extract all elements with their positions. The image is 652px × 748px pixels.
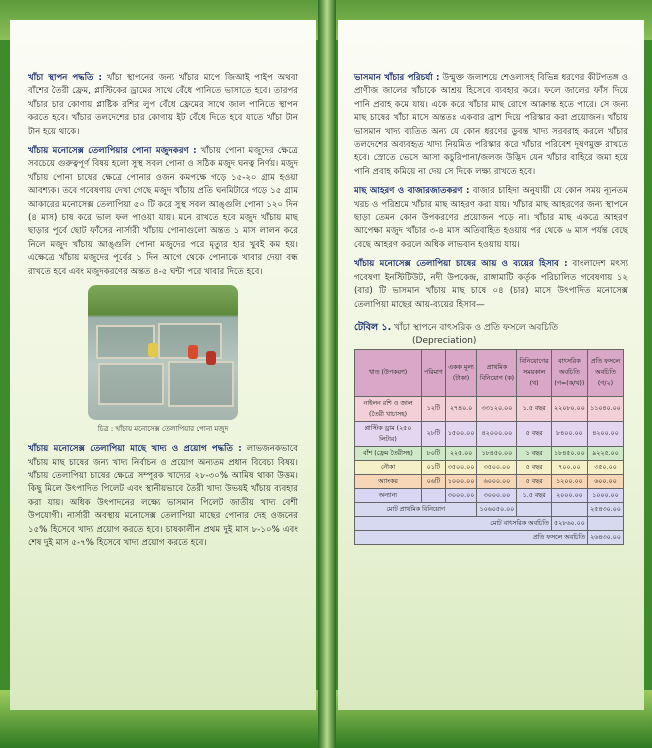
table-cell: ০৬টি <box>422 474 446 488</box>
annual-depreciation-value: ৫২৮৬০.০০ <box>551 516 587 530</box>
header-cell: প্রাথমিক বিনিয়োগ (ক) <box>477 349 517 396</box>
header-cell: বাৎসরিক অবচিতি (গ=(ক/খ)) <box>551 349 587 396</box>
table-row <box>355 474 624 488</box>
photo-caption: চিত্র : খাঁচায় মনোসেক্স তেলাপিয়ার পোনা মজুদ <box>97 425 229 434</box>
paragraph-feed <box>28 443 298 550</box>
table-cell: ৮০টি <box>422 446 446 460</box>
table-title-text: খাঁচা স্থাপনে বাৎসরিক ও প্রতি ফসলে অবচিতি <box>391 322 559 333</box>
table-number: টেবিল ১. <box>354 321 392 333</box>
table-row <box>355 396 624 421</box>
heading-cage-setup: খাঁচা স্থাপন পদ্ধতি : <box>28 73 102 83</box>
table-cell: ৬০০০.০০ <box>477 474 517 488</box>
table-cell: ১২টি <box>422 396 446 421</box>
paragraph-cage-setup <box>28 72 298 139</box>
table-cell: ০১টি <box>422 460 446 474</box>
header-cell: প্রতি ফসলে অবচিতি (গ/২) <box>587 349 623 396</box>
table-cell: ১.৫ বছর <box>517 488 551 502</box>
table-cell: ৪২০০০.০০ <box>477 421 517 446</box>
table-cell: নাইলন রশি ও জাল (তৈরী খাচাসহ) <box>355 396 422 421</box>
paragraph-fry-stocking <box>28 145 298 279</box>
table-cell: ১৮৪৫০.০০ <box>477 446 517 460</box>
text-cage-care: উন্মুক্ত জলাশয়ে শেওলাসহ বিভিন্ন ধরণের কীটপতঙ্গ ও প্রাণীজ জালের খাঁচাকে আশ্রয় হিসেবে ব্যবহার করে। ফলে জালের ফাঁস দিয়ে পানি প্রবাহ কমে যায়। একে করে খাঁচার মাছ রোগে আক্রান্ত হতে পারে। সে জন্য মাছ চাষের খাঁচা মাসে অন্ততঃ একবার ব্রাশ দিয়ে পরিস্কার করা প্রয়োজন। খাঁচায় ভাসমান খাদ্য ব্যতিত অন্য যে কোন ধরণের ডুবন্ত খাদ্য সরবরাহ করলে খাঁচার তলদেশের অব্যবহৃত খাদ্য নিয়মিত পরিস্কার করে খাঁচার পরিবেশ দূষণমুক্ত রাখতে হবে। স্রোতে ভেসে আসা কচুরিপানা/জলজ উদ্ভিদ যেন খাঁচার বাহিরে জমা হয়ে পানি প্রবাহ কমিয়ে না দেয় সে দিকে লক্ষ্য রাখতে হবে। <box>354 73 628 177</box>
table-row <box>355 446 624 460</box>
text-feed: লাভজনকভাবে খাঁচায় মাছ চাষের জন্য খাদ্য নির্বাচন ও প্রয়োগ অন্যতম প্রধান বিবেচ্য বিষয়। খাঁচায় তেলাপিয়া চাষের ক্ষেত্রে সম্পূরক খাদ্যের ২৮-৩০% আমিষ থাকা উত্তম। কিছু মিলে উৎপাদিত পিলেট এবং স্থানীয়ভাবে তৈরী খাদ্য উভয়ই খাঁচায় ব্যবহার করা যায়। অধিক উৎপাদনের লক্ষ্যে ভাসমান পিলেট জাতীয় খাদ্য বেশী উপযোগী। নার্সারী অবস্থায় মনোসেক্স তেলাপিয়া মাছের পোনার দেহ ওজনের ১৫% হিসেবে খাদ্য প্রয়োগ করতে হবে। চাষকালীন প্রথম দুই মাস ৮-১০% এবং শেষ দুই মাস ৫-৭% হিসেবে খাদ্য প্রয়োগ করতে হবে। <box>28 444 298 548</box>
heading-feed: খাঁচায় মনোসেক্স তেলাপিয়া মাছে খাদ্য ও প্রয়োগ পদ্ধতি : <box>28 444 242 455</box>
table-cell: ৫ বছর <box>517 460 551 474</box>
table-row <box>355 460 624 474</box>
table-cell: ৪২০০.০০ <box>587 421 623 446</box>
table-cell: ৩৫০.০০ <box>587 460 623 474</box>
depreciation-table <box>354 349 624 545</box>
table-cell: ১৫০০.০০ <box>445 421 477 446</box>
paragraph-cage-care <box>354 72 628 179</box>
table-cell: ৬০০.০০ <box>587 474 623 488</box>
left-panel <box>10 20 316 710</box>
table-cell: ৩৫০০.০০ <box>477 460 517 474</box>
total-investment-label: মোট প্রাথমিক বিনিয়োগ <box>355 502 477 516</box>
table-cell: ১ বছর <box>517 446 551 460</box>
table-cell: ৩৫০০.০০ <box>445 460 477 474</box>
total-harvest-depreciation: ২৫৪৩০.০০ <box>587 502 623 516</box>
table-cell: নৌকা <box>355 460 422 474</box>
table-row <box>355 488 624 502</box>
table-subtitle: (Depreciation) <box>412 335 477 346</box>
table-title <box>354 320 628 336</box>
table-cell: ২২০৮০.০০ <box>551 396 587 421</box>
header-cell: পরিমাণ <box>422 349 446 396</box>
heading-cage-care: ভাসমান খাঁচার পরিচর্যা : <box>354 73 440 83</box>
table-cell: ১১০৪০.০০ <box>587 396 623 421</box>
table-cell: ৫ বছর <box>517 421 551 446</box>
table-cell: ১৮৪৫০.০০ <box>551 446 587 460</box>
per-harvest-depreciation-value: ২৬৪৩০.০০ <box>587 530 623 544</box>
cage-photo <box>88 285 238 420</box>
table-cell: বাঁশ (ফ্রেম তৈরীসহ) <box>355 446 422 460</box>
table-cell: অ্যাংকর <box>355 474 422 488</box>
table-cell: অন্যান্য <box>355 488 422 502</box>
table-cell: ২০০০.০০ <box>551 488 587 502</box>
table-cell: ২৭৪০.০ <box>445 396 477 421</box>
table-cell: ৩৩১২০.০০ <box>477 396 517 421</box>
header-cell: খাত (উপকরণ) <box>355 349 422 396</box>
paragraph-income <box>354 258 628 312</box>
table-cell: ১০০০.০০ <box>587 488 623 502</box>
header-cell: বিনিয়োগের সময়কাল (খ) <box>517 349 551 396</box>
table-row <box>355 421 624 446</box>
paragraph-harvest <box>354 185 628 252</box>
table-cell <box>422 488 446 502</box>
table-cell: ৭০০.০০ <box>551 460 587 474</box>
table-cell: ৩০০০.০০ <box>445 488 477 502</box>
annual-depreciation-label: মোট বাৎসরিক অবচিতি <box>355 516 552 530</box>
text-income: বাংলাদেশ মৎস্য গবেষণা ইনস্টিটিউট, নদী উপকেন্দ্র, রাঙ্গামাটি কর্তৃক পরিচালিত গবেষণায় ১২ (বার) টি ভাসমান খাঁচায় মাছ চাষে ০৪ (চার) মাসে উৎপাদিত মনোসেক্স তেলাপিয়া মাছের আয়-ব্যয়ের হিসাব— <box>354 259 628 310</box>
table-cell: ১.৫ বছর <box>517 396 551 421</box>
heading-income: খাঁচায় মনোসেক্স তেলাপিয়া চাষের আয় ও ব্যয়ের হিসাব : <box>354 259 568 270</box>
table-cell: ৫ বছর <box>517 474 551 488</box>
table-cell: ২২৫.০০ <box>445 446 477 460</box>
table-cell: ১০০০.০০ <box>445 474 477 488</box>
table-total-row <box>355 516 624 530</box>
total-investment-value: ১০৬০৫০.০০ <box>477 502 517 516</box>
text-harvest: বাজার চাহিদা অনুযায়ী যে কোন সময় ন্যূনতম খরচ ও পরিশ্রমে খাঁচার মাছ আহরণ করা যায়। খাঁচার মাছ আহরণের জন্য স্থাপনে ছাড়া তেমন কোন উপকরণের প্রয়োজন পড়ে না। খাঁচার মাছ একত্রে আহরণ আপেক্ষা মজুদ খাঁচার ৩-৪ মাস অতিবাহিত হওয়ায় পর থেকে ৬ মাস পর্যন্ত বেছে বেছে আহরণ করলে অধিক লাভবান হওয়ায় যায়। <box>354 186 628 250</box>
table-cell: ২৮টি <box>422 421 446 446</box>
table-total-row <box>355 502 624 516</box>
table-cell: ৩০০০.০০ <box>477 488 517 502</box>
right-panel <box>338 20 644 710</box>
table-header-row <box>355 349 624 396</box>
table-cell: প্লাস্টিক ড্রাম (২৫০ লিটার) <box>355 421 422 446</box>
brochure-fold <box>318 0 336 748</box>
table-cell: ১২০০.০০ <box>551 474 587 488</box>
per-harvest-depreciation-label: প্রতি ফসলে অবচিতি <box>355 530 588 544</box>
table-cell: ৯২২৫.০০ <box>587 446 623 460</box>
table-cell: ৮৪০০.০০ <box>551 421 587 446</box>
table-total-row <box>355 530 624 544</box>
heading-fry-stocking: খাঁচায় মনোসেক্স তেলাপিয়ার পোনা মজুদকরণ : <box>28 146 197 157</box>
text-cage-setup: খাঁচা স্থাপনের জন্য খাঁচার মাপে জিআই পাইপ অথবা বাঁশের তৈরী ফ্রেম, প্লাস্টিকের ড্রামের সাথে বেঁধে পানিতে ভাসাতে হবে। তারপর খাঁচার চার কোণায় প্লাষ্টিক রশির লুপ বেঁধে ফ্রেমের সাথে জাল পানিতে স্থাপন করতে হবে। খাঁচার তলদেশের চার কোণায় ইট বেঁধে দিতে হবে যাতে খাঁচা টান টান হয়ে থাকে। <box>28 73 298 137</box>
header-cell: একক মূল্য (টাকা) <box>445 349 477 396</box>
heading-harvest: মাছ আহরণ ও বাজারজাতকরণ : <box>354 186 470 197</box>
text-fry-stocking: খাঁচায় পোনা মজুদের ক্ষেত্রে সবচেয়ে গুরুত্বপূর্ণ বিষয় হলো সুস্থ সবল পোনা ও সঠিক মজুদ ঘনত্ব নির্ণয়। মজুদ খাঁচায় পোনা চাষের ক্ষেত্রে পোনার ওজন কমপক্ষে গড়ে ১৫-২০ গ্রাম হওয়া আবশ্যক। তবে গবেষণায় দেখা গেছে মজুদ খাঁচায় প্রতি ঘনমিটারে গড়ে ১৫ গ্রাম আকারের মনোসেক্স তেলাপিয়া ৫০ টি করে সুস্থ সবল আঙ্গুলি পোনা ১২০ দিন (৪ মাস) চাষ করে ভাল ফল পাওয়া যায়। মনে রাখতে হবে মজুদ খাঁচায় মাছ ছাড়ার পূর্বে ছোট ফাঁসের নার্সারী খাঁচায় পোনাগুলো অন্তত ১ মাস লালন করে নিলে মজুদ খাঁচায় আঙ্গুলি পোনা মজুদের পরে মৃত্যুর হার খুবই কম হয়। এক্ষেত্রে খাঁচায় মজুদের পূর্বের ১ দিন আগে থেকে পোনাকে খাবার দেয়া বন্ধ রাখতে হবে এবং মজুদকরণের অন্তত ৪-৫ ঘন্টা পরে খাবার দিতে হবে। <box>28 146 299 277</box>
